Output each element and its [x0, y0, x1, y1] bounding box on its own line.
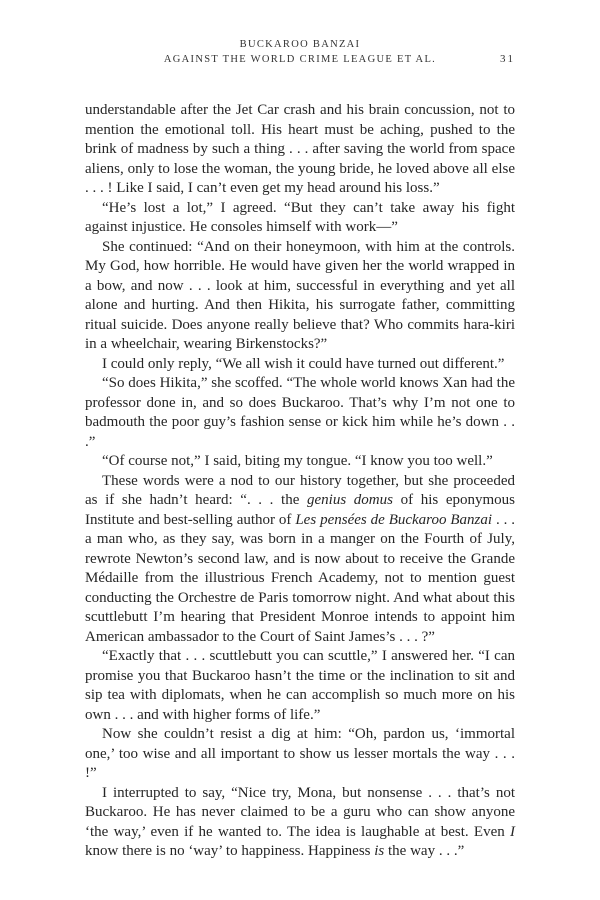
text-segment: She continued: “And on their honeymoon, with him at the controls. My God, how horrible. He would have given her the world wrapped in a bow, and now . . . look at him, successful in everything and yet all alone and hurting. And then Hikita, his surrogate father, committing ritual suicide. Does anyone really believe that? Who commits hara-kiri in a wheelchair, wearing Birkenstocks?”	[85, 238, 515, 352]
paragraph	[85, 355, 515, 375]
running-head-subtitle: AGAINST THE WORLD CRIME LEAGUE ET AL.	[163, 53, 437, 65]
paragraph	[85, 472, 515, 648]
page-number: 31	[500, 52, 515, 65]
text-segment: is	[374, 843, 385, 859]
paragraph	[85, 725, 515, 784]
text-segment: genius domus	[307, 492, 393, 508]
paragraph	[85, 647, 515, 725]
running-head-title: BUCKAROO BANZAI	[239, 39, 361, 50]
paragraph	[85, 784, 515, 862]
text-segment: Les pensées de Buckaroo Banzai	[295, 511, 493, 528]
text-segment: of his eponymous Institute and best-selling author of	[85, 492, 515, 528]
text-segment: “So does Hikita,” she scoffed. “The whole world knows Xan had the professor done in, and so does Buckaroo. That’s why I’m not one to badmouth the poor guy’s fashion sense or kick him while he’s down . . .”	[85, 375, 515, 450]
paragraph	[85, 238, 515, 355]
text-segment: know there is no ‘way’ to happiness. Happiness	[85, 843, 375, 859]
text-segment: I interrupted to say, “Nice try, Mona, but nonsense . . . that’s not Buckaroo. He has never claimed to be a guru who can show anyone ‘the way,’ even if he wanted to. The idea is laughable at best. Even	[85, 784, 515, 840]
text-segment: I could only reply, “We all wish it could have turned out different.”	[102, 355, 505, 372]
text-segment: I	[510, 823, 515, 840]
paragraph	[85, 199, 515, 238]
text-segment: the way . . .”	[384, 843, 465, 859]
page-body	[85, 101, 515, 862]
text-segment: “Of course not,” I said, biting my tongue. “I know you too well.”	[102, 453, 493, 469]
text-segment: Now she couldn’t resist a dig at him: “Oh, pardon us, ‘immortal one,’ too wise and all important to show us lesser mortals the way . . . !”	[85, 726, 515, 781]
text-segment: These words were a nod to our history together, but she proceeded as if she hadn’t heard: “. . . the	[85, 472, 515, 508]
paragraph	[85, 452, 515, 472]
text-segment: . . . a man who, as they say, was born in a manger on the Fourth of July, rewrote Newton’s second law, and is now about to receive the Grande Médaille from the illustrious French Academy, not to mention guest conducting the Orchestre de Paris tomorrow night. And what about this scuttlebutt I’m hearing that President Monroe intends to appoint him American ambassador to the Court of Saint James’s . . . ?”	[85, 511, 515, 645]
paragraph	[85, 101, 515, 199]
text-segment: “He’s lost a lot,” I agreed. “But they can’t take away his fight against injustice. He consoles himself with work—”	[85, 199, 515, 235]
paragraph	[85, 374, 515, 452]
text-segment: understandable after the Jet Car crash and his brain concussion, not to mention the emotional toll. His heart must be aching, pushed to the brink of madness by such a thing . . . after saving the world from space aliens, only to lose the woman, the young bride, he loved above all else . . . ! Like I said, I can’t even get my head around his loss.”	[85, 102, 515, 196]
text-segment: “Exactly that . . . scuttlebutt you can scuttle,” I answered her. “I can promise you that Buckaroo hasn’t the time or the inclination to sit and sip tea with diplomats, when he can accomplish so much more on his own . . . and with higher forms of life.”	[85, 648, 515, 723]
